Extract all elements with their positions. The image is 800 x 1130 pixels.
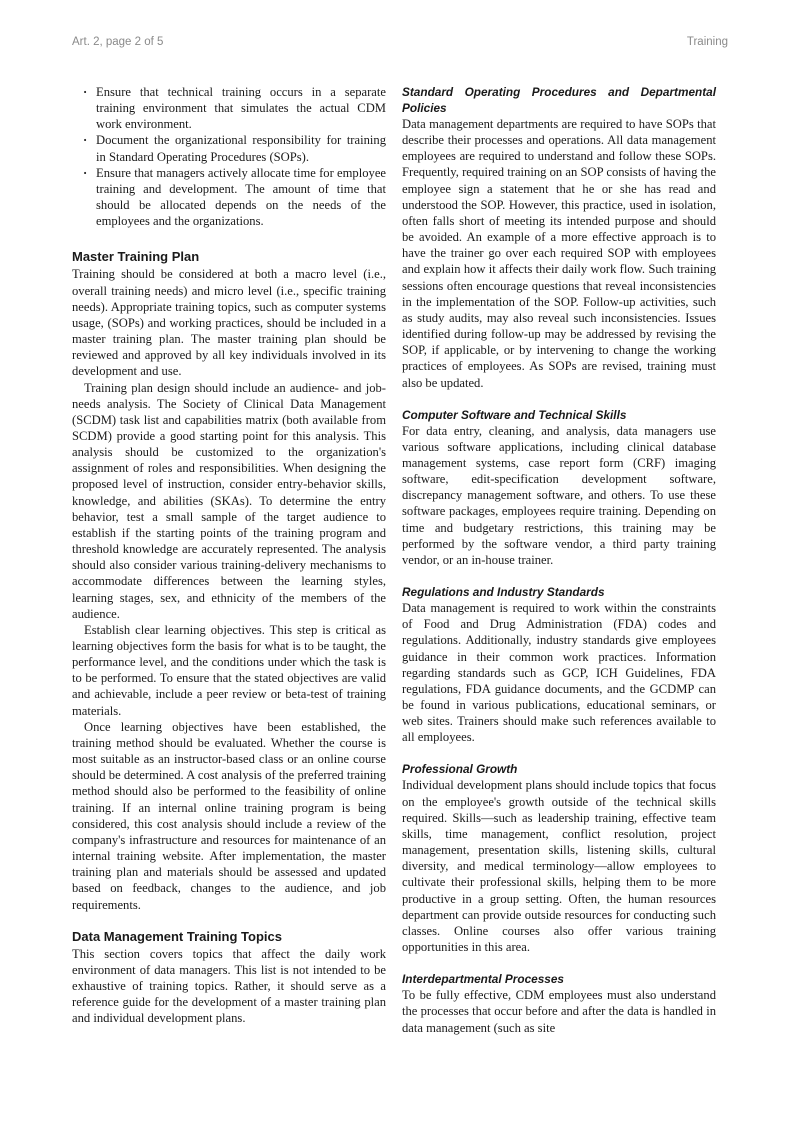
bullet-list bbox=[72, 84, 386, 229]
subsection-heading-professional-growth: Professional Growth bbox=[402, 762, 518, 777]
subsection-heading-interdepartmental: Interdepartmental Processes bbox=[402, 972, 564, 987]
paragraph: Training plan design should include an audience- and job-needs analysis. The Society of Clinical Data Management (SCDM) task list and capabilities matrix (both available from SCDM) provide a good starting point for this analysis. This analysis should be customized to the organization's assignment of roles and responsibilities. When designing the proposed level of instruction, consider entry-behavior skills, knowledge, and abilities (SKAs). To determine the entry behavior, test a small sample of the target audience to establish if the starting points of the training program and threshold knowledge are accurately represented. The analysis should also consider various training-delivery mechanisms to accommodate differences between the learning styles, learning stages, sex, and ethnicity of the members of the audience. bbox=[72, 380, 386, 621]
paragraph: Data management departments are required to have SOPs that describe their processes and operations. All data management employees are required to understand and follow these SOPs. Frequently, required training on an SOP consists of having the employee sign a statement that he or she has read and understood the SOP. However, this practice, used in isolation, often falls short of meeting its intended purpose and should be avoided. An example of a more effective approach is to have the trainer go over each required SOP with employees and explain how it affects their daily work flow. Such training sessions often encourage questions that reveal inconsistencies in the implementation of the SOP. Follow-up activities, such as study audits, may also reveal such inconsistencies. Issues identified during follow-up may be addressed by revising the SOP, if applicable, or by intervening to change the working practices of employees. As SOPs are revised, training must also be updated. bbox=[402, 117, 716, 390]
bullet-item: · Ensure that technical training occurs in a separate training environment that simulates the actual CDM work environment. bbox=[96, 84, 386, 132]
section-heading-data-management-training-topics: Data Management Training Topics bbox=[72, 928, 282, 944]
subsection-heading-sops: Standard Operating Procedures and Departmental Policies bbox=[402, 85, 716, 115]
left-column bbox=[72, 84, 386, 1026]
bullet-item: · Ensure that managers actively allocate time for employee training and development. The amount of time that should be allocated depends on the needs of the employees and the organizations. bbox=[96, 165, 386, 230]
paragraph: Training should be considered at both a macro level (i.e., overall training needs) and micro level (i.e., specific training needs). Appropriate training topics, such as computer systems usage, (SOPs) and working practices, should be included in a master training plan. The master training plan should be reviewed and approved by all key individuals involved in its development and use. bbox=[72, 267, 386, 379]
subsection-heading-regulations: Regulations and Industry Standards bbox=[402, 585, 605, 600]
paragraph: Once learning objectives have been established, the training method should be evaluated. Whether the course is most suitable as an instructor-based class or an online course should be determined. A cost analysis of the preferred training method should also be performed to the feasibility of online training. If an internal online training program is being considered, this cost analysis should include a review of the company's infrastructure and resources for maintenance of an internal training website. After implementation, the master training plan and materials should be assessed and updated based on feedback, changes to the audience, and job requirements. bbox=[72, 719, 386, 912]
paragraph: To be fully effective, CDM employees must also understand the processes that occur before and after the data is handled in data management (such as site bbox=[402, 988, 716, 1035]
paragraph: Data management is required to work within the constraints of Food and Drug Administration (FDA) codes and regulations. Additionally, industry standards give employees guidance in their common work practices. Information regarding standards such as GCP, ICH Guidelines, FDA regulations, FDA guidance documents, and the GCDMP can be found in various publications, educational seminars, or web sites. Trainers should make such references available to all employees. bbox=[402, 601, 716, 745]
section-label: Training bbox=[686, 36, 728, 48]
subsection-heading-software: Computer Software and Technical Skills bbox=[402, 407, 627, 422]
article-page-label: Art. 2, page 2 of 5 bbox=[72, 36, 164, 48]
bullet-item: · Document the organizational responsibility for training in Standard Operating Procedures (SOPs). bbox=[96, 132, 386, 164]
running-header bbox=[72, 36, 728, 48]
paragraph: Establish clear learning objectives. This step is critical as learning objectives form the basis for what is to be taught, the performance level, and the conditions under which the task is to be performed. To ensure that the stated objectives are valid and achievable, include a peer review or beta-test of training materials. bbox=[72, 622, 386, 718]
paragraph: For data entry, cleaning, and analysis, data managers use various software applications, including clinical database management systems, case report form (CRF) imaging software, edit-specification development software, discrepancy management software, and others. To use these software packages, employees require training. Depending on time and budgetary restrictions, this training may be performed by the software vendor, a third party training vendor, or an in-house trainer. bbox=[402, 423, 716, 567]
section-heading-master-training-plan: Master Training Plan bbox=[72, 249, 200, 265]
paragraph: Individual development plans should include topics that focus on the employee's growth outside of the technical skills required. Skills—such as leadership training, effective team skills, time management, conflict resolution, project management, presentation skills, listening skills, cultural diversity, and medical terminology—allow employees to cultivate their professional skills, helping them to be more productive in a group setting. Often, the human resources department can provide outside resources for conducting such classes. Online courses also offer various training opportunities in this area. bbox=[402, 778, 716, 955]
right-column bbox=[402, 84, 716, 1036]
paragraph: This section covers topics that affect the daily work environment of data managers. This list is not intended to be exhaustive of training topics. Rather, it should serve as a reference guide for the development of a master training plan and individual development plans. bbox=[72, 946, 386, 1026]
